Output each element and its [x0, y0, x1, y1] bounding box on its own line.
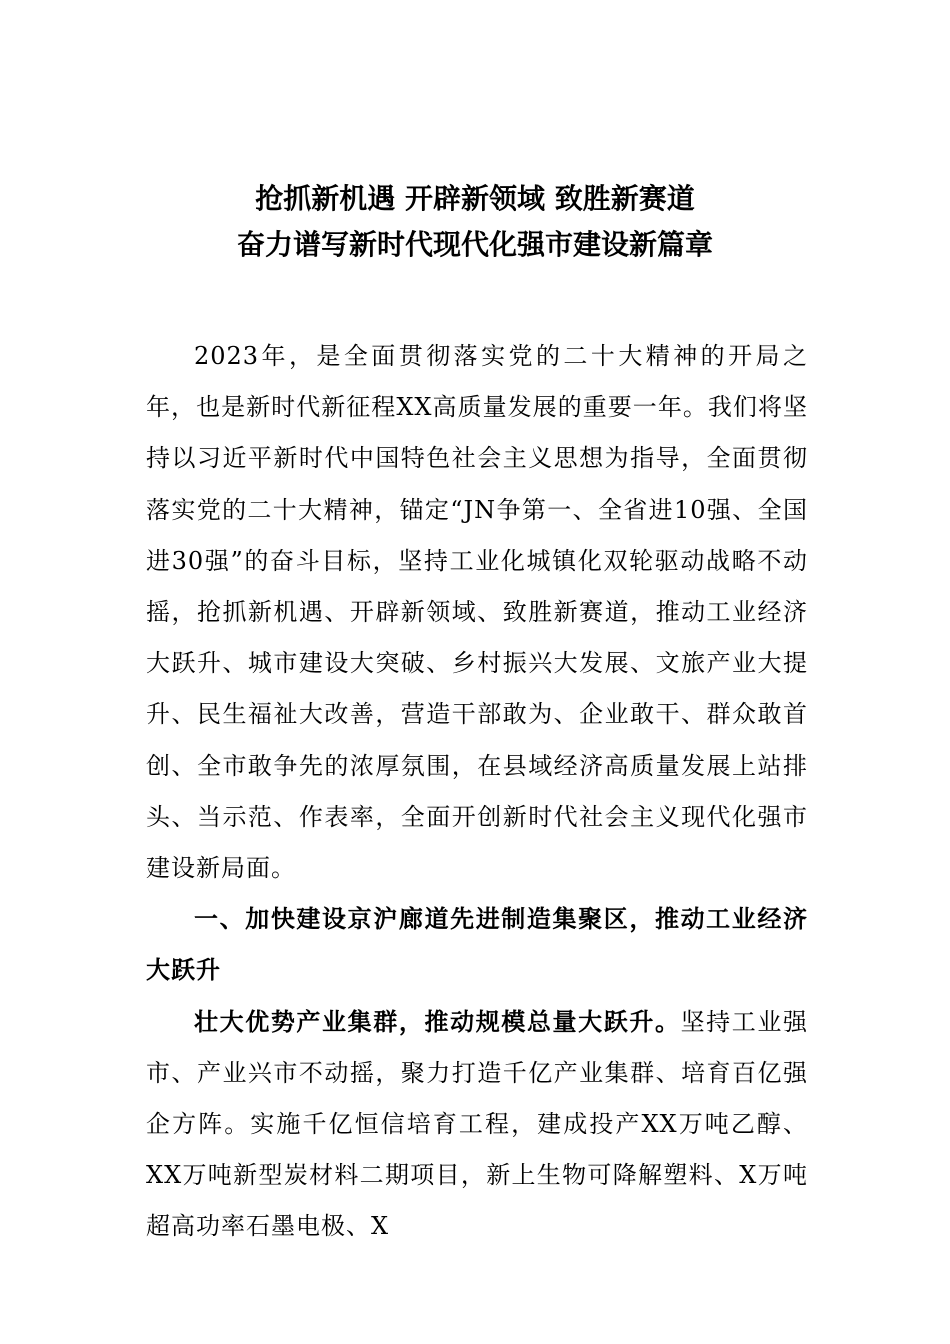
section-1-paragraph — [146, 997, 808, 1253]
title-line-1: 抢抓新机遇 开辟新领域 致胜新赛道 — [255, 182, 695, 215]
intro-paragraph: 2023年，是全面贯彻落实党的二十大精神的开局之年，也是新时代新征程XX高质量发展的重要一年。我们将坚持以习近平新时代中国特色社会主义思想为指导，全面贯彻落实党的二十大精神，锚定“JN争第一、全省进10强、全国进30强”的奋斗目标，坚持工业化城镇化双轮驱动战略不动摇，抢抓新机遇、开辟新领域、致胜新赛道，推动工业经济大跃升、城市建设大突破、乡村振兴大发展、文旅产业大提升、民生福祉大改善，营造干部敢为、企业敢干、群众敢首创、全市敢争先的浓厚氛围，在县域经济高质量发展上站排头、当示范、作表率，全面开创新时代社会主义现代化强市建设新局面。 — [146, 342, 808, 883]
section-1-lead: 壮大优势产业集群，推动规模总量大跃升。 — [194, 1007, 681, 1036]
document-body — [146, 331, 808, 1253]
document-title — [0, 176, 950, 268]
section-1-text: 坚持工业强市、产业兴市不动摇，聚力打造千亿产业集群、培育百亿强企方阵。实施千亿恒信培育工程，建成投产XX万吨乙醇、XX万吨新型炭材料二期项目，新上生物可降解塑料、X万吨超高功率石墨电极、X — [146, 1007, 809, 1241]
title-line-2: 奋力谱写新时代现代化强市建设新篇章 — [236, 228, 713, 261]
section-1-heading: 一、加快建设京沪廊道先进制造集聚区，推动工业经济大跃升 — [146, 905, 808, 985]
